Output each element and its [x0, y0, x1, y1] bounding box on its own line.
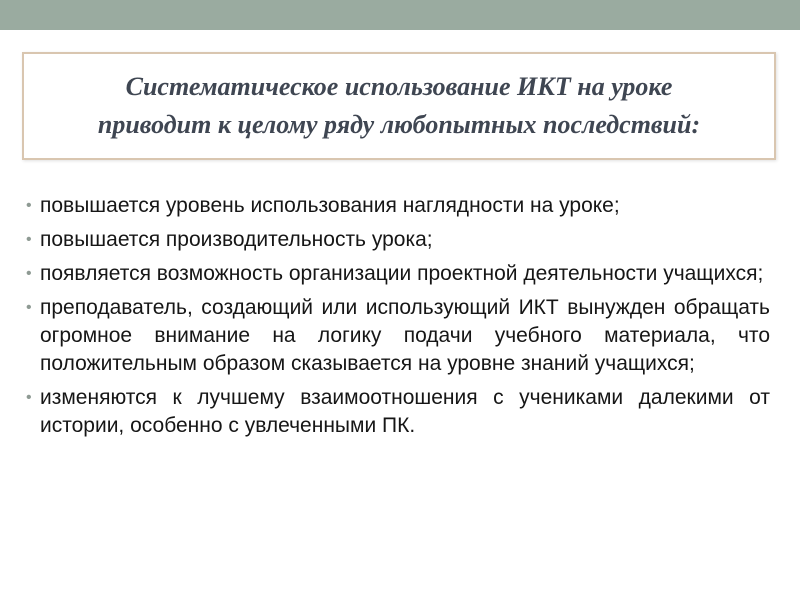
bullet-list — [26, 192, 770, 446]
slide-title — [98, 68, 700, 144]
slide-title-line-2: приводит к целому ряду любопытных последствий: — [97, 110, 701, 139]
bullet-text: появляется возможность организации проектной деятельности учащихся; — [40, 262, 764, 285]
bullet-dot-icon: • — [26, 197, 32, 214]
bullet-text: повышается уровень использования наглядности на уроке; — [40, 194, 620, 217]
bullet-item — [26, 226, 770, 254]
bullet-dot-icon: • — [26, 389, 32, 406]
bullet-dot-icon: • — [26, 299, 32, 316]
bullet-text: преподаватель, создающий или использующий ИКТ вынужден обращать огромное внимание на логику подачи учебного материала, что положительным образом сказывается на уровне знаний учащихся; — [40, 296, 770, 375]
bullet-text: изменяются к лучшему взаимоотношения с учениками далекими от истории, особенно с увлеченными ПК. — [40, 386, 770, 437]
slide-title-line-1: Систематическое использование ИКТ на уроке — [125, 72, 673, 101]
bullet-item — [26, 192, 770, 220]
bullet-item — [26, 294, 770, 378]
bullet-dot-icon: • — [26, 265, 32, 282]
title-box — [22, 52, 776, 160]
bullet-text: повышается производительность урока; — [40, 228, 433, 251]
top-decorative-band — [0, 0, 800, 30]
bullet-dot-icon: • — [26, 231, 32, 248]
bullet-item — [26, 384, 770, 440]
bullet-item — [26, 260, 770, 288]
